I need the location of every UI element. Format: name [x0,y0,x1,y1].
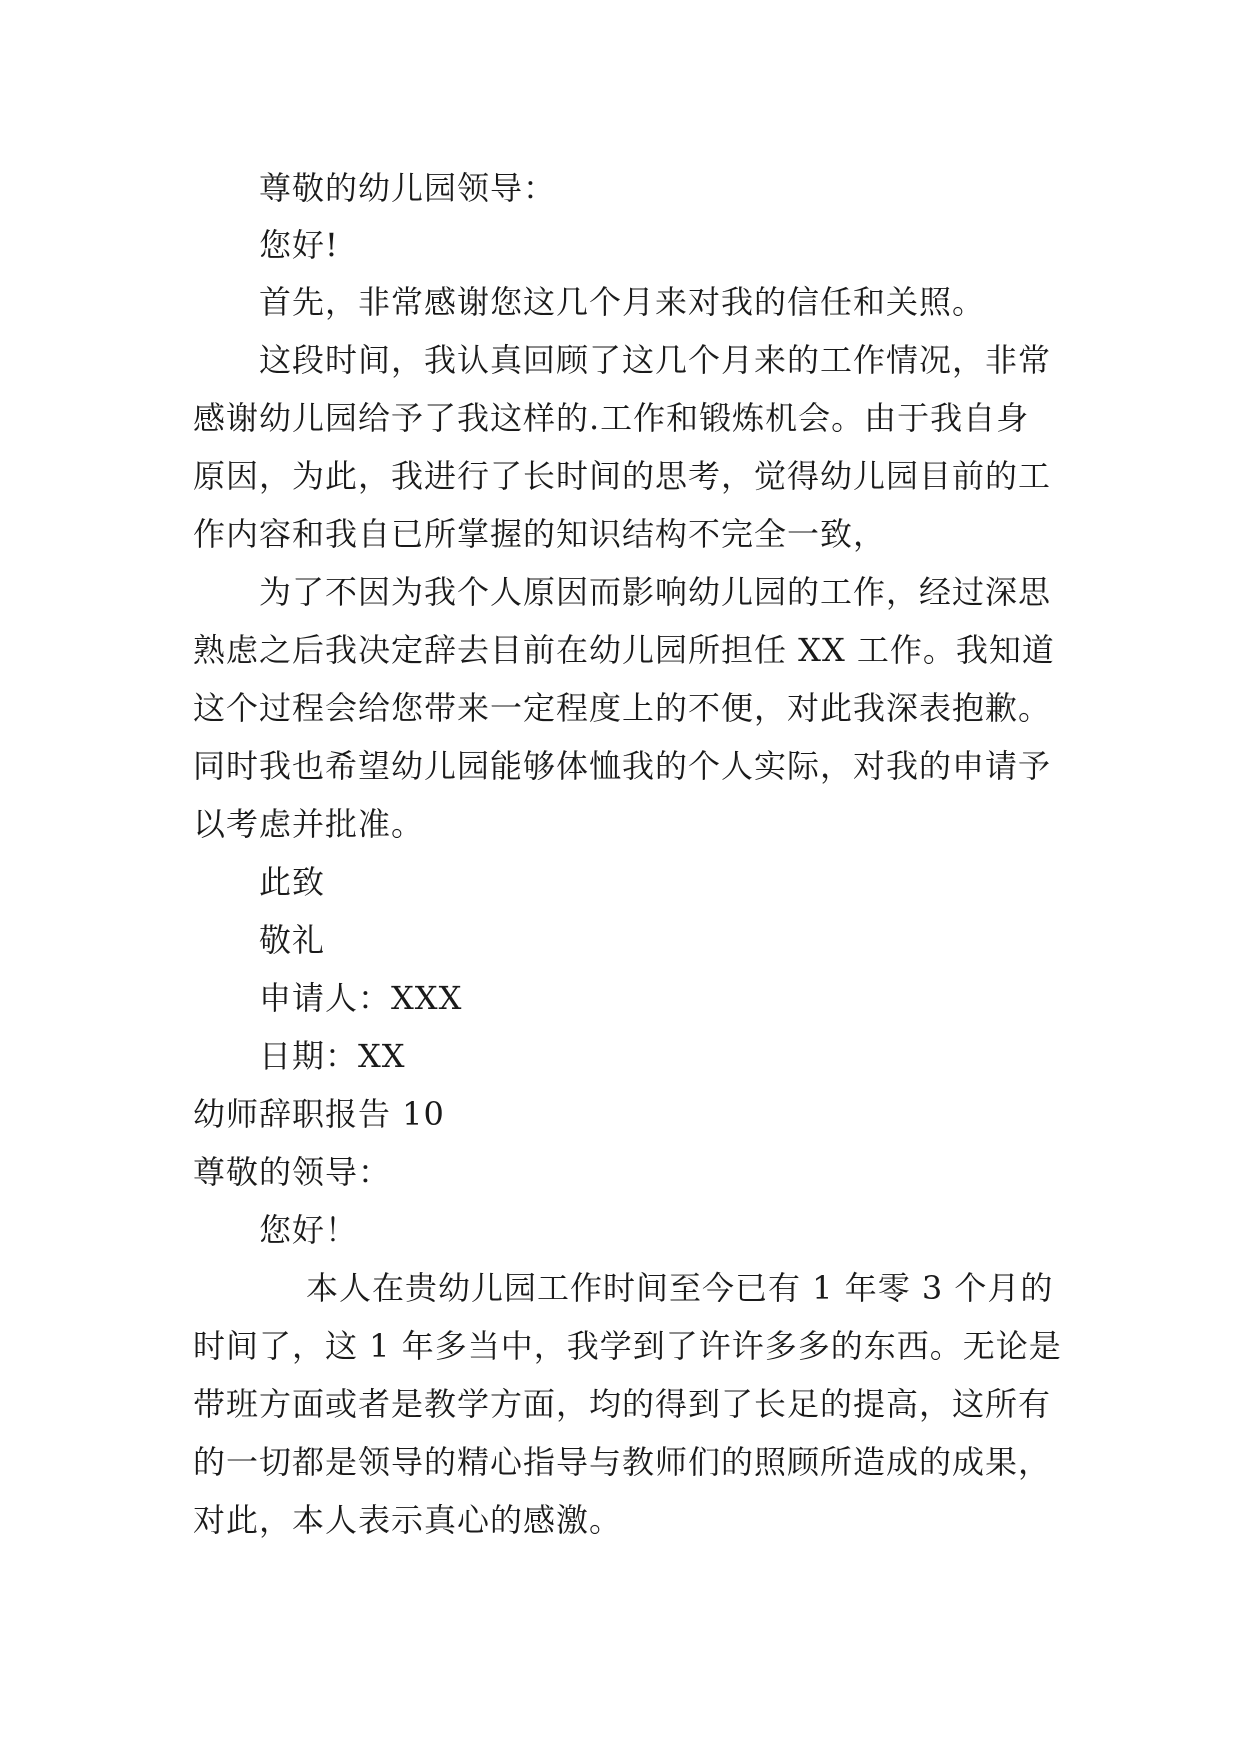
letter1-paragraph-2-line: 作内容和我自已所掌握的知识结构不完全一致， [193,515,887,553]
letter1-date: 日期：XX [259,1037,406,1075]
letter2-greeting: 您好！ [259,1211,359,1249]
letter1-paragraph-2-line: 感谢幼儿园给予了我这样的.工作和锻炼机会。由于我自身 [193,399,1030,437]
letter2-paragraph-1-line: 本人在贵幼儿园工作时间至今已有 1 年零 3 个月的 [306,1269,1054,1307]
letter1-applicant: 申请人：XXX [259,979,463,1017]
letter1-paragraph-2-line: 原因，为此，我进行了长时间的思考，觉得幼儿园目前的工 [193,457,1052,495]
letter1-paragraph-3-line: 同时我也希望幼儿园能够体恤我的个人实际，对我的申请予 [193,747,1052,785]
letter1-paragraph-3-line: 熟虑之后我决定辞去目前在幼儿园所担任 XX 工作。我知道 [193,631,1055,669]
letter1-salutation: 尊敬的幼儿园领导： [259,169,557,207]
letter2-paragraph-1-line: 时间了，这 1 年多当中，我学到了许许多多的东西。无论是 [193,1327,1062,1365]
letter1-paragraph-3-line: 这个过程会给您带来一定程度上的不便，对此我深表抱歉。 [193,689,1052,727]
letter1-paragraph-3-line: 以考虑并批准。 [193,805,425,843]
letter2-paragraph-1-line: 带班方面或者是教学方面，均的得到了长足的提高，这所有 [193,1385,1052,1423]
section-title: 幼师辞职报告 10 [193,1095,445,1133]
letter1-greeting: 您好! [259,226,339,264]
letter1-closing-2: 敬礼 [259,921,326,959]
letter2-paragraph-1-line: 对此，本人表示真心的感激。 [193,1501,623,1539]
letter1-paragraph-1: 首先，非常感谢您这几个月来对我的信任和关照。 [259,283,986,321]
letter1-paragraph-2-line: 这段时间，我认真回顾了这几个月来的工作情况，非常 [259,341,1052,379]
letter2-salutation: 尊敬的领导： [193,1153,392,1191]
letter2-paragraph-1-line: 的一切都是领导的精心指导与教师们的照顾所造成的成果， [193,1443,1052,1481]
letter1-paragraph-3-line: 为了不因为我个人原因而影响幼儿园的工作，经过深思 [259,573,1052,611]
letter1-closing-1: 此致 [259,863,326,901]
